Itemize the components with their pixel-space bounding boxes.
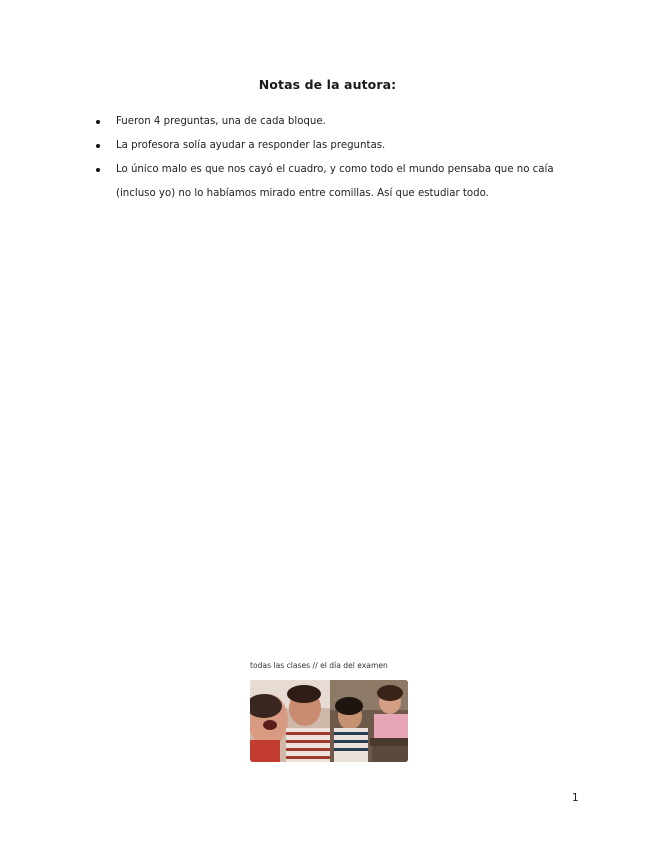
note-text: Fueron 4 preguntas, una de cada bloque. <box>116 116 326 127</box>
page-number: 1 <box>572 792 579 804</box>
bullet-icon <box>96 144 100 148</box>
note-text: La profesora solía ayudar a responder las preguntas. <box>116 140 386 151</box>
meme-image <box>250 680 408 762</box>
meme-figure <box>250 661 408 762</box>
meme-caption: todas las clases // el día del examen <box>250 661 388 670</box>
bullet-icon <box>96 120 100 124</box>
bullet-icon <box>96 168 100 172</box>
page-title: Notas de la autora: <box>258 77 397 92</box>
notes-list <box>96 110 591 206</box>
list-item <box>96 110 591 134</box>
meme-photo-illustration <box>250 680 408 762</box>
list-item <box>96 134 591 158</box>
list-item <box>96 158 591 206</box>
note-text: Lo único malo es que nos cayó el cuadro, y como todo el mundo pensaba que no caía (incluso yo) no lo habíamos mirado entre comillas. Así que estudiar todo. <box>116 164 554 199</box>
